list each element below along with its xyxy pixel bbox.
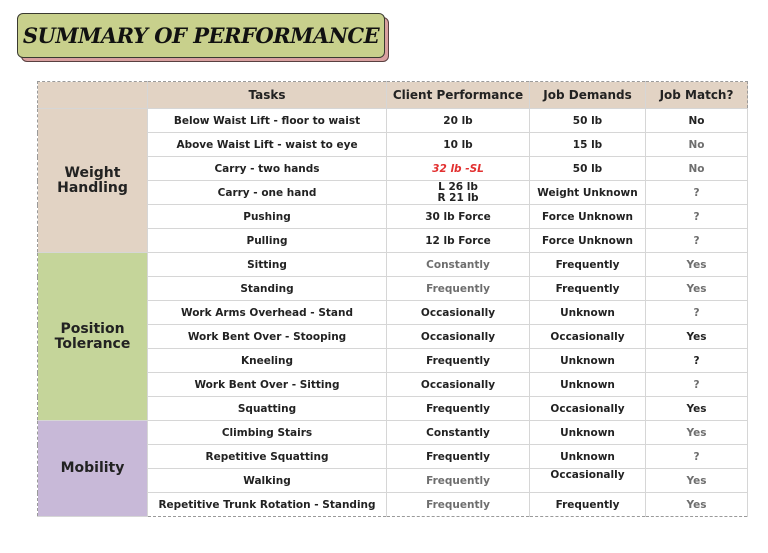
task-cell: Standing	[148, 277, 387, 301]
demand-cell: Unknown	[530, 373, 646, 397]
client-cell: 20 lb	[387, 109, 530, 133]
demand-cell: Unknown	[530, 349, 646, 373]
demand-cell: Frequently	[530, 253, 646, 277]
header-client-performance: Client Performance	[387, 82, 530, 109]
client-cell	[387, 181, 530, 205]
task-cell: Pulling	[148, 229, 387, 253]
task-cell: Repetitive Squatting	[148, 445, 387, 469]
client-cell: Constantly	[387, 421, 530, 445]
demand-cell: Frequently	[530, 277, 646, 301]
client-cell: Frequently	[387, 349, 530, 373]
title-box	[17, 13, 385, 58]
demand-cell: Occasionally	[530, 325, 646, 349]
match-cell: Yes	[646, 397, 748, 421]
match-cell: Yes	[646, 277, 748, 301]
match-cell: ?	[646, 205, 748, 229]
category-mobility: Mobility	[38, 421, 148, 517]
match-cell: Yes	[646, 253, 748, 277]
match-cell: ?	[646, 373, 748, 397]
header-job-match: Job Match?	[646, 82, 748, 109]
header-tasks: Tasks	[148, 82, 387, 109]
client-cell: Frequently	[387, 277, 530, 301]
match-cell: ?	[646, 229, 748, 253]
client-left-value: L 26 lb	[438, 180, 478, 193]
header-row	[38, 82, 748, 109]
client-cell: 12 lb Force	[387, 229, 530, 253]
demand-cell: Unknown	[530, 445, 646, 469]
client-cell: 30 lb Force	[387, 205, 530, 229]
demand-value: Occasionally	[550, 468, 625, 481]
match-cell: Yes	[646, 493, 748, 517]
client-cell: Frequently	[387, 493, 530, 517]
client-cell-highlight: 32 lb -SL	[387, 157, 530, 181]
task-cell: Above Waist Lift - waist to eye	[148, 133, 387, 157]
table-row	[38, 253, 748, 277]
match-cell: Yes	[646, 469, 748, 493]
table-row	[38, 109, 748, 133]
task-cell: Climbing Stairs	[148, 421, 387, 445]
category-weight-handling: Weight Handling	[38, 109, 148, 253]
task-cell: Kneeling	[148, 349, 387, 373]
demand-cell: 50 lb	[530, 157, 646, 181]
client-cell: Constantly	[387, 253, 530, 277]
title-banner	[17, 13, 385, 58]
match-cell: ?	[646, 181, 748, 205]
client-cell: Occasionally	[387, 301, 530, 325]
match-cell: No	[646, 133, 748, 157]
task-cell: Work Bent Over - Stooping	[148, 325, 387, 349]
task-cell: Carry - two hands	[148, 157, 387, 181]
client-cell: Frequently	[387, 397, 530, 421]
task-cell: Below Waist Lift - floor to waist	[148, 109, 387, 133]
task-cell: Walking	[148, 469, 387, 493]
header-job-demands: Job Demands	[530, 82, 646, 109]
client-cell: Frequently	[387, 469, 530, 493]
match-cell: No	[646, 157, 748, 181]
task-cell: Work Arms Overhead - Stand	[148, 301, 387, 325]
match-cell: ?	[646, 349, 748, 373]
demand-cell: Frequently	[530, 493, 646, 517]
demand-cell: Unknown	[530, 421, 646, 445]
client-cell: Occasionally	[387, 325, 530, 349]
task-cell: Pushing	[148, 205, 387, 229]
task-cell: Sitting	[148, 253, 387, 277]
header-category	[38, 82, 148, 109]
demand-cell: Force Unknown	[530, 205, 646, 229]
table-row	[38, 421, 748, 445]
task-cell: Squatting	[148, 397, 387, 421]
demand-cell: Weight Unknown	[530, 181, 646, 205]
match-cell: ?	[646, 301, 748, 325]
performance-table	[37, 81, 748, 517]
demand-cell: Occasionally	[530, 397, 646, 421]
demand-cell: 15 lb	[530, 133, 646, 157]
task-cell: Repetitive Trunk Rotation - Standing	[148, 493, 387, 517]
page-title: SUMMARY OF PERFORMANCE	[22, 23, 380, 48]
demand-cell: Unknown	[530, 301, 646, 325]
client-right-value: R 21 lb	[437, 191, 479, 204]
match-cell: Yes	[646, 325, 748, 349]
client-cell: Occasionally	[387, 373, 530, 397]
match-cell: No	[646, 109, 748, 133]
demand-cell: Force Unknown	[530, 229, 646, 253]
demand-cell: 50 lb	[530, 109, 646, 133]
client-cell: Frequently	[387, 445, 530, 469]
task-cell: Carry - one hand	[148, 181, 387, 205]
match-cell: Yes	[646, 421, 748, 445]
task-cell: Work Bent Over - Sitting	[148, 373, 387, 397]
category-position-tolerance: Position Tolerance	[38, 253, 148, 421]
demand-cell	[530, 469, 646, 493]
client-cell: 10 lb	[387, 133, 530, 157]
match-cell: ?	[646, 445, 748, 469]
